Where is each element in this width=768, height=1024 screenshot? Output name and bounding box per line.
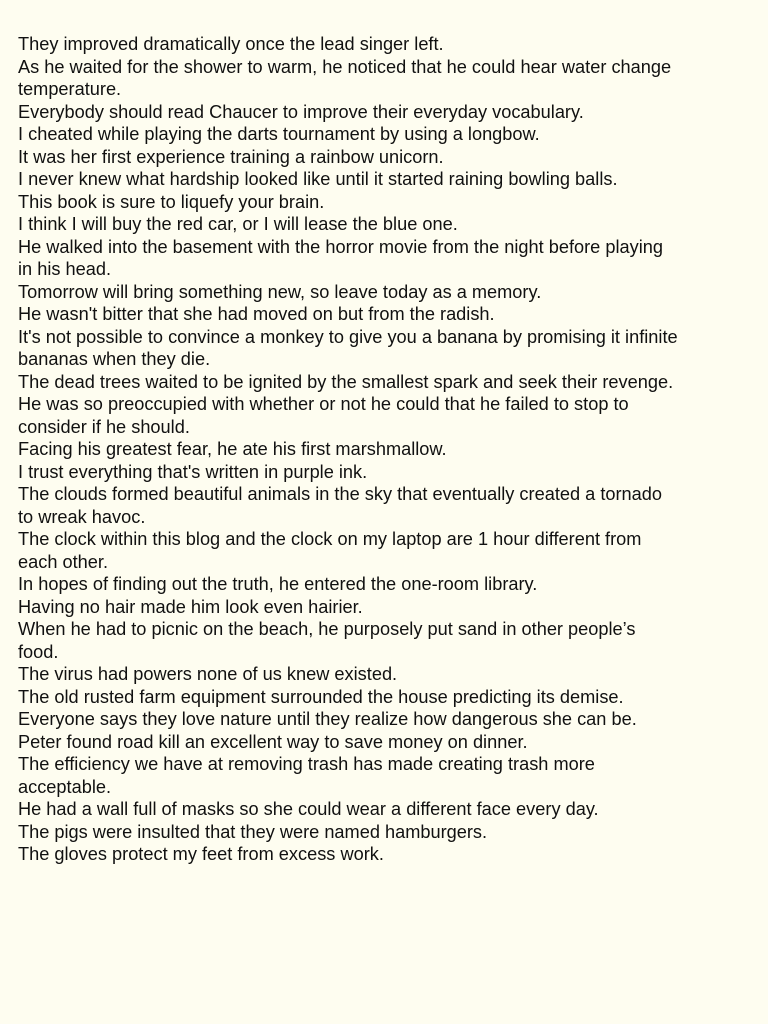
text-line: each other. [18, 551, 108, 572]
text-line: This book is sure to liquefy your brain. [18, 191, 325, 212]
text-line: The old rusted farm equipment surrounded the house predicting its demise. [18, 686, 624, 707]
text-line: The pigs were insulted that they were named hamburgers. [18, 821, 488, 842]
text-line: Tomorrow will bring something new, so leave today as a memory. [18, 281, 542, 302]
text-line: The efficiency we have at removing trash has made creating trash more [18, 754, 595, 774]
text-line: bananas when they die. [18, 349, 211, 369]
text-line: The clouds formed beautiful animals in the sky that eventually created a tornado [18, 484, 663, 504]
text-line: I trust everything that's written in purple ink. [18, 461, 368, 482]
text-line: acceptable. [18, 776, 112, 797]
text-line: The clock within this blog and the clock on my laptop are 1 hour different from [18, 529, 642, 549]
text-line: Everybody should read Chaucer to improve their everyday vocabulary. [18, 101, 584, 122]
text-line: The gloves protect my feet from excess work. [18, 844, 384, 864]
text-line: The virus had powers none of us knew existed. [18, 664, 398, 684]
text-line: As he waited for the shower to warm, he noticed that he could hear water change [18, 56, 672, 77]
text-line: He walked into the basement with the horror movie from the night before playing [18, 236, 663, 257]
text-lines [18, 33, 768, 866]
text-line: The dead trees waited to be ignited by the smallest spark and seek their revenge. [18, 371, 674, 392]
text-line: I never knew what hardship looked like until it started raining bowling balls. [18, 169, 618, 189]
text-line: Peter found road kill an excellent way to save money on dinner. [18, 731, 528, 752]
text-line: He wasn't bitter that she had moved on but from the radish. [18, 304, 495, 324]
text-line: Everyone says they love nature until they realize how dangerous she can be. [18, 709, 637, 729]
text-line: I cheated while playing the darts tournament by using a longbow. [18, 124, 540, 144]
text-line: to wreak havoc. [18, 506, 146, 527]
text-line: They improved dramatically once the lead singer left. [18, 34, 444, 54]
text-line: When he had to picnic on the beach, he purposely put sand in other people’s [18, 619, 636, 639]
text-line: food. [18, 641, 59, 662]
text-line: He had a wall full of masks so she could wear a different face every day. [18, 799, 599, 819]
text-line: It's not possible to convince a monkey to give you a banana by promising it infinite [18, 326, 678, 347]
text-line: It was her first experience training a rainbow unicorn. [18, 146, 444, 167]
text-line: In hopes of finding out the truth, he entered the one-room library. [18, 574, 538, 594]
text-line: temperature. [18, 79, 122, 99]
text-line: He was so preoccupied with whether or not he could that he failed to stop to [18, 394, 629, 414]
text-line: I think I will buy the red car, or I will lease the blue one. [18, 214, 458, 234]
text-line: Facing his greatest fear, he ate his first marshmallow. [18, 439, 447, 459]
text-line: Having no hair made him look even hairier. [18, 596, 363, 617]
text-line: in his head. [18, 259, 112, 279]
text-line: consider if he should. [18, 416, 190, 437]
